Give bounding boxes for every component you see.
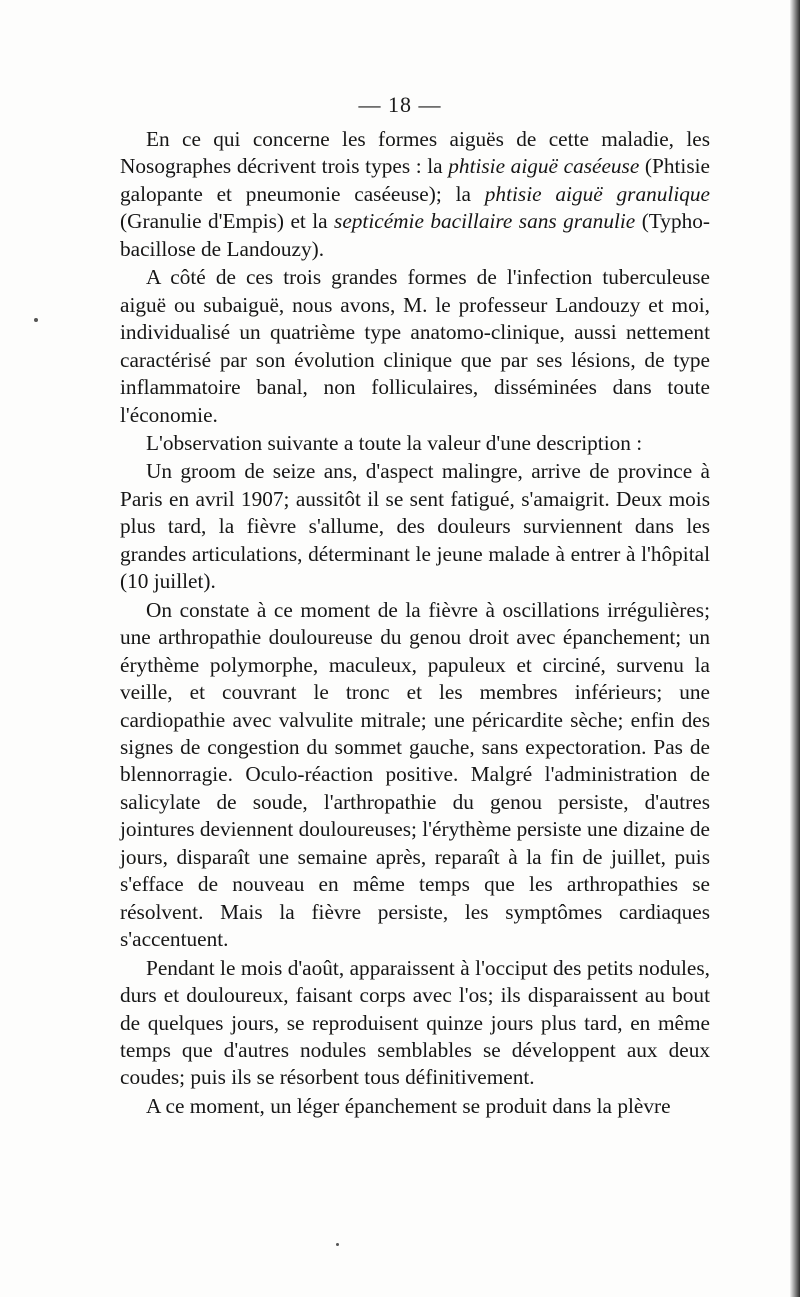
text-run: (Typho-bacillose de Landouzy). — [120, 209, 710, 261]
page-edge-shadow — [790, 0, 800, 1297]
paragraph — [120, 597, 710, 954]
scan-speck — [336, 1243, 339, 1246]
paragraph — [120, 955, 710, 1092]
italic-term: septicémie bacillaire sans granulie — [334, 209, 636, 234]
text-run: A ce moment, un léger épanchement se produit dans la plèvre — [146, 1093, 671, 1118]
scan-speck — [34, 318, 38, 322]
page-number: — 18 — — [358, 92, 442, 117]
text-run: Pendant le mois d'août, apparaissent à l'occiput des petits nodules, durs et douloureux, faisant corps avec l'os; ils disparaissent au bout de quelques jours, se reproduisent quinze jours plus tard, en même temps que d'autres nodules semblables se développent aux deux coudes; puis ils se résorbent tous définitivement. — [120, 955, 710, 1090]
body-text — [120, 126, 710, 1120]
text-run: (Phtisie galopante et pneumonie caséeuse); la — [120, 154, 710, 206]
text-run: A côté de ces trois grandes formes de l'infection tuberculeuse aiguë ou subaiguë, nous avons, M. le professeur Landouzy et moi, individualisé un quatrième type anatomo-clinique, aussi nettement caractérisé par son évolution clinique que par ses lésions, de type inflammatoire banal, non folliculaires, disséminées dans toute l'économie. — [120, 265, 710, 427]
paragraph — [120, 430, 710, 457]
text-run: L'observation suivante a toute la valeur d'une description : — [146, 430, 643, 455]
italic-term: phtisie aiguë caséeuse — [448, 154, 640, 179]
text-run: On constate à ce moment de la fièvre à oscillations irrégulières; une arthropathie douloureuse du genou droit avec épanchement; un érythème polymorphe, maculeux, papuleux et circiné, survenu la veille, et couvrant le tronc et les membres inférieurs; une cardiopathie avec valvulite mitrale; une péricardite sèche; enfin des signes de congestion du sommet gauche, sans expectoration. Pas de blennorragie. Oculo-réaction positive. Malgré l'administration de salicylate de soude, l'arthropathie du genou persiste, d'autres jointures deviennent douloureuses; l'érythème persiste une dizaine de jours, disparaît une semaine après, reparaît à la fin de juillet, puis s'efface de nouveau en même temps que les arthropathies se résolvent. Mais la fièvre persiste, les symptômes cardiaques s'accentuent. — [120, 597, 710, 952]
text-run: Un groom de seize ans, d'aspect malingre, arrive de province à Paris en avril 1907; aussitôt il se sent fatigué, s'amaigrit. Deux mois plus tard, la fièvre s'allume, des douleurs surviennent dans les grandes articulations, déterminant le jeune malade à entrer à l'hôpital (10 juillet). — [120, 459, 710, 594]
text-run: En ce qui concerne les formes aiguës de cette maladie, les Nosographes décrivent trois types : la — [120, 127, 710, 179]
paragraph — [120, 264, 710, 429]
paragraph — [120, 126, 710, 263]
paragraph — [120, 458, 710, 595]
paragraph — [120, 1093, 710, 1120]
text-run: (Granulie d'Empis) et la — [120, 209, 335, 234]
italic-term: phtisie aiguë granulique — [484, 181, 710, 206]
